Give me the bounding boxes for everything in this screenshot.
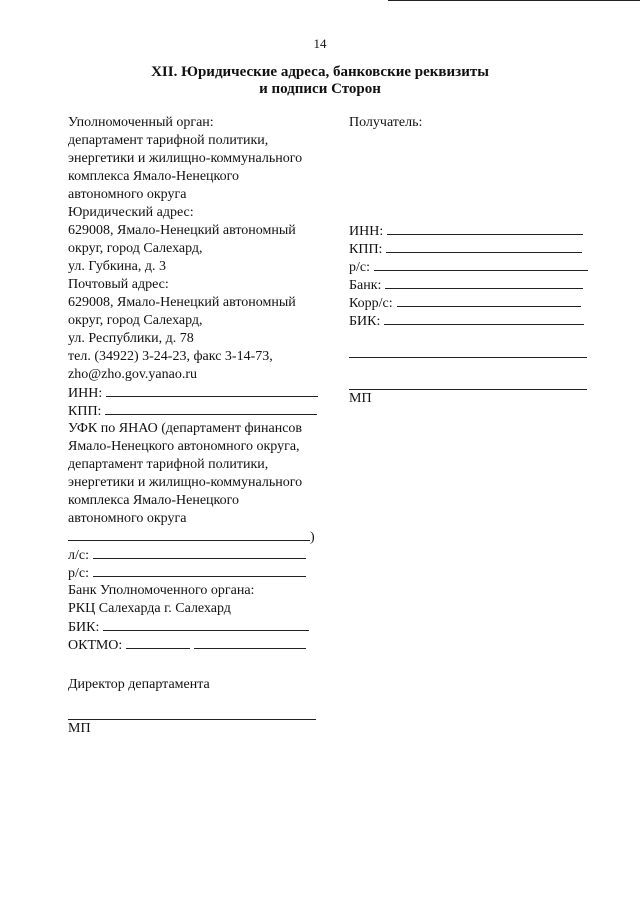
recipient-label: Получатель: [349, 115, 423, 130]
right-bik-row [349, 312, 609, 330]
left-text-line: округ, город Салехард, [68, 313, 203, 328]
top-border-line [388, 0, 640, 1]
right-korr-label: Корр/с: [349, 296, 393, 311]
director-title: Директор департамента [68, 677, 210, 692]
right-inn-field[interactable] [387, 222, 583, 235]
left-bik-label: БИК: [68, 620, 100, 635]
left-text-line: Почтовый адрес: [68, 277, 169, 292]
left-text-line: ул. Губкина, д. 3 [68, 259, 166, 274]
left-kpp-row [68, 402, 338, 420]
left-text-line: департамент тарифной политики, [68, 133, 269, 148]
page-number: 14 [313, 36, 327, 51]
section-title-line-2: и подписи Сторон [259, 81, 381, 97]
left-text-line: 629008, Ямало-Ненецкий автономный [68, 223, 296, 238]
left-text-line: энергетики и жилищно-коммунального [68, 475, 303, 490]
left-text-line: Юридический адрес: [68, 205, 194, 220]
right-korr-row [349, 294, 609, 312]
ufk-blank-row [68, 528, 338, 546]
left-kpp-field[interactable] [105, 402, 317, 415]
left-text-line: 629008, Ямало-Ненецкий автономный [68, 295, 296, 310]
recipient-details [349, 114, 609, 408]
left-bank-name: РКЦ Салехарда г. Салехард [68, 601, 231, 616]
right-inn-label: ИНН: [349, 224, 384, 239]
left-oktmo-row [68, 636, 338, 654]
left-rs-label: р/с: [68, 566, 89, 581]
left-text-line: автономного округа [68, 187, 187, 202]
left-ls-row [68, 546, 338, 564]
right-rs-label: р/с: [349, 260, 370, 275]
left-text-line: комплекса Ямало-Ненецкого [68, 169, 240, 184]
authorized-body-details [68, 114, 338, 738]
right-stamp-label: МП [349, 391, 372, 406]
left-bank-label: Банк Уполномоченного органа: [68, 583, 255, 598]
left-ls-label: л/с: [68, 548, 89, 563]
section-title-line-1: XII. Юридические адреса, банковские реквизиты [151, 64, 489, 80]
left-rs-row [68, 564, 338, 582]
right-korr-field[interactable] [397, 294, 581, 307]
left-kpp-label: КПП: [68, 404, 102, 419]
section-title [0, 64, 640, 98]
left-rs-field[interactable] [93, 564, 306, 577]
right-rs-row [349, 258, 609, 276]
left-stamp-label: МП [68, 721, 91, 736]
left-text-line: тел. (34922) 3-24-23, факс 3-14-73, [68, 349, 273, 364]
right-rs-field[interactable] [374, 258, 588, 271]
left-text-line: комплекса Ямало-Ненецкого [68, 493, 240, 508]
left-inn-label: ИНН: [68, 386, 103, 401]
ufk-paren-close: ) [310, 530, 315, 545]
right-kpp-label: КПП: [349, 242, 383, 257]
left-text-line: Уполномоченный орган: [68, 115, 214, 130]
left-oktmo-label: ОКТМО: [68, 638, 123, 653]
right-bik-label: БИК: [349, 314, 381, 329]
left-text-line: округ, город Салехард, [68, 241, 203, 256]
right-kpp-field[interactable] [386, 240, 582, 253]
left-text-line: УФК по ЯНАО (департамент финансов [68, 421, 303, 436]
left-bik-field[interactable] [103, 618, 309, 631]
right-inn-row [349, 222, 609, 240]
left-text-line: департамент тарифной политики, [68, 457, 269, 472]
right-bik-field[interactable] [384, 312, 584, 325]
left-text-line: автономного округа [68, 511, 187, 526]
right-kpp-row [349, 240, 609, 258]
right-bank-field[interactable] [385, 276, 583, 289]
ufk-blank-field[interactable] [68, 528, 310, 541]
left-bik-row [68, 618, 338, 636]
left-text-line: Ямало-Ненецкого автономного округа, [68, 439, 300, 454]
left-oktmo-field-1[interactable] [126, 636, 190, 649]
right-bank-label: Банк: [349, 278, 382, 293]
left-inn-field[interactable] [106, 384, 318, 397]
left-text-line: энергетики и жилищно-коммунального [68, 151, 303, 166]
left-oktmo-field-2[interactable] [194, 636, 306, 649]
right-bank-row [349, 276, 609, 294]
left-ls-field[interactable] [93, 546, 306, 559]
left-text-line: zho@zho.gov.yanao.ru [68, 367, 198, 382]
left-inn-row [68, 384, 338, 402]
left-text-line: ул. Республики, д. 78 [68, 331, 194, 346]
